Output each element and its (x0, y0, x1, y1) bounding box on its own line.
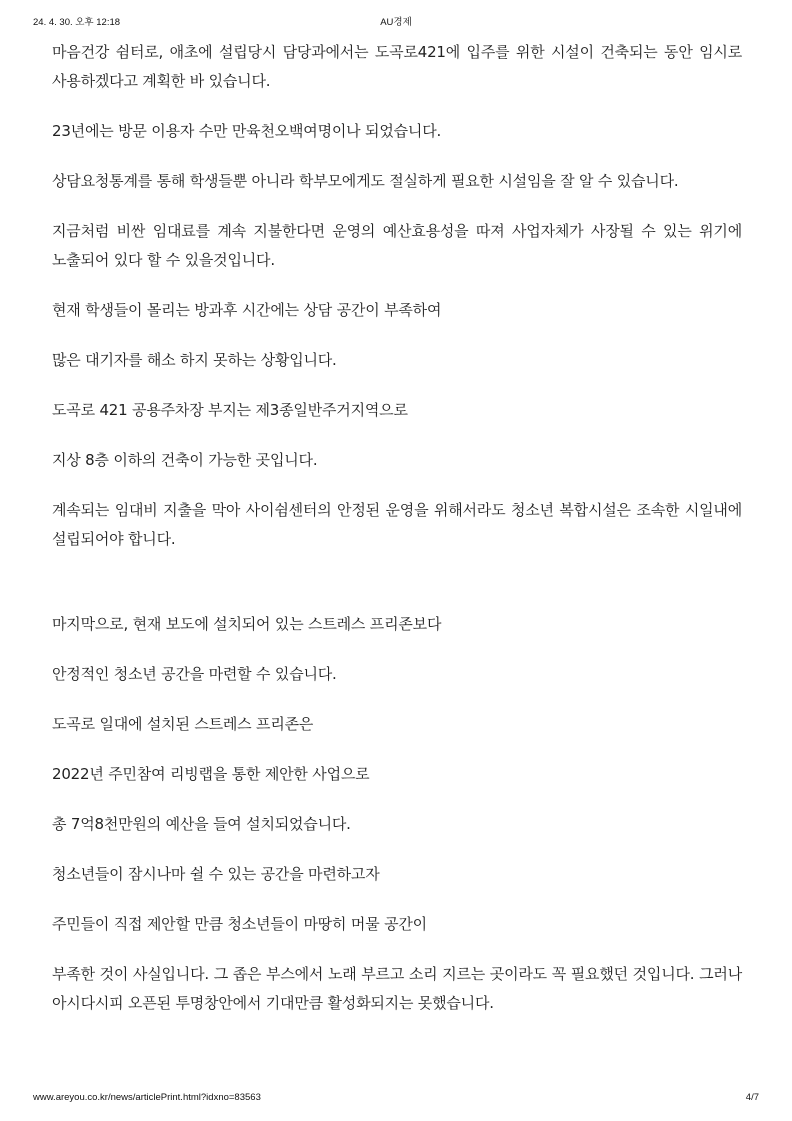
paragraph: 도곡로 일대에 설치된 스트레스 프리존은 (52, 715, 314, 733)
print-datetime: 24. 4. 30. 오후 12:18 (33, 17, 121, 28)
paragraph: 상담요청통계를 통해 학생들뿐 아니라 학부모에게도 절실하게 필요한 시설임을 잘 알 수 있습니다. (52, 172, 679, 190)
print-header (33, 14, 759, 28)
site-title: AU경제 (380, 17, 412, 28)
paragraph: 청소년들이 잠시나마 쉴 수 있는 공간을 마련하고자 (52, 865, 380, 883)
paragraph: 안정적인 청소년 공간을 마련할 수 있습니다. (52, 665, 337, 683)
paragraph: 지상 8층 이하의 건축이 가능한 곳입니다. (52, 451, 318, 469)
paragraph: 도곡로 421 공용주차장 부지는 제3종일반주거지역으로 (52, 401, 408, 419)
paragraph: 2022년 주민참여 리빙랩을 통한 제안한 사업으로 (52, 765, 370, 783)
paragraph: 마음건강 쉼터로, 애초에 설립당시 담당과에서는 도곡로421에 입주를 위한 시설이 건축되는 동안 임시로 사용하겠다고 계획한 바 있습니다. (52, 43, 742, 90)
paragraph: 부족한 것이 사실입니다. 그 좁은 부스에서 노래 부르고 소리 지르는 곳이라도 꼭 필요했던 것입니다. 그러나 아시다시피 오픈된 투명창안에서 기대만큼 활성화되지는 못했습니다. (52, 965, 742, 1012)
paragraph: 지금처럼 비싼 임대료를 계속 지불한다면 운영의 예산효용성을 따져 사업자체가 사장될 수 있는 위기에 노출되어 있다 할 수 있을것입니다. (52, 222, 742, 269)
paragraph: 마지막으로, 현재 보도에 설치되어 있는 스트레스 프리존보다 (52, 615, 442, 633)
paragraph: 계속되는 임대비 지출을 막아 사이쉼센터의 안정된 운영을 위해서라도 청소년 복합시설은 조속한 시일내에 설립되어야 합니다. (52, 501, 742, 548)
article-url: www.areyou.co.kr/news/articlePrint.html?idxno=83563 (33, 1092, 261, 1103)
print-footer (33, 1092, 759, 1106)
article-body (52, 38, 742, 1039)
paragraph: 23년에는 방문 이용자 수만 만육천오백여명이나 되었습니다. (52, 122, 442, 140)
paragraph: 총 7억8천만원의 예산을 들여 설치되었습니다. (52, 815, 351, 833)
paragraph: 많은 대기자를 해소 하지 못하는 상황입니다. (52, 351, 337, 369)
paragraph: 주민들이 직접 제안할 만큼 청소년들이 마땅히 머물 공간이 (52, 915, 427, 933)
paragraph: 현재 학생들이 몰리는 방과후 시간에는 상담 공간이 부족하여 (52, 301, 442, 319)
page-number: 4/7 (745, 1092, 759, 1103)
